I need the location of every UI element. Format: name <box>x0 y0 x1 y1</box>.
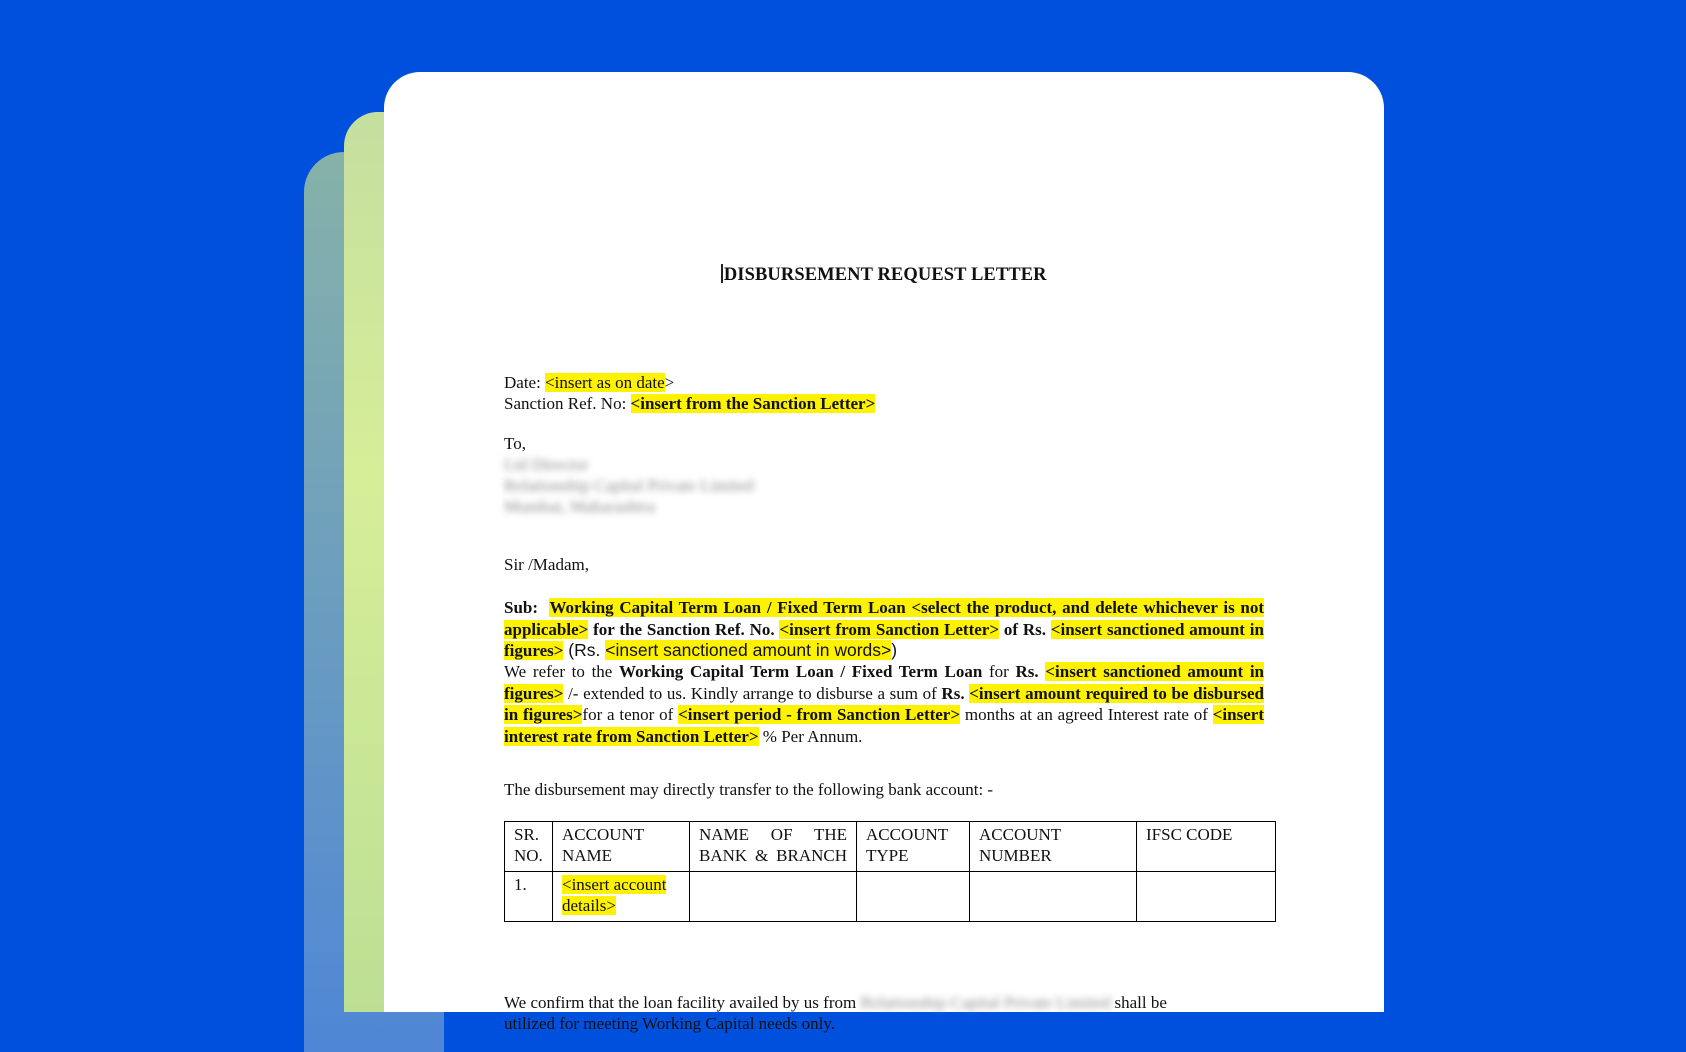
header-account-name: ACCOUNT NAME <box>553 822 690 872</box>
date-line: Date: <insert as on date> <box>504 373 675 392</box>
account-details-placeholder: <insert account details> <box>562 875 667 915</box>
cell-sr-no: 1. <box>505 872 553 922</box>
table-header-row <box>505 822 1276 872</box>
body-paragraph: We refer to the Working Capital Term Loan / Fixed Term Loan for Rs. <insert sanctioned amount in figures> /- extended to us. Kindly arrange to disburse a sum of Rs. <insert amount required to be disbursed in figures>for a tenor of <insert period - from Sanction Letter> months at an agreed Interest rate of <insert interest rate from Sanction Letter> % Per Annum. <box>504 662 1264 746</box>
salutation: Sir /Madam, <box>504 555 589 574</box>
to-label: To, <box>504 434 526 453</box>
header-sr-no: SR. NO. <box>505 822 553 872</box>
cell-bank-branch <box>690 872 857 922</box>
address-line-3: Mumbai, Maharashtra <box>504 497 656 516</box>
date-placeholder: <insert as on date <box>545 373 665 392</box>
subject-paragraph: Sub: Working Capital Term Loan / Fixed Term Loan <select the product, and delete whichever is not applicable> for the Sanction Ref. No. <insert from Sanction Letter> of Rs. <insert sanctioned amount in figures> (Rs. <insert sanctioned amount in words>) <box>504 598 1265 660</box>
cell-account-number <box>970 872 1137 922</box>
confirm-line-1: We confirm that the loan facility availed by us from Relationship Capital Private Limited shall be <box>504 993 1167 1012</box>
sanction-ref-line: Sanction Ref. No: <insert from the Sanction Letter> <box>504 394 876 413</box>
text-cursor <box>721 264 723 283</box>
sanction-ref-placeholder: <insert from the Sanction Letter> <box>630 394 876 413</box>
header-account-type: ACCOUNT TYPE <box>857 822 970 872</box>
cell-account-type <box>857 872 970 922</box>
confirm-line-2: utilized for meeting Working Capital needs only. <box>504 1014 836 1033</box>
transfer-text: The disbursement may directly transfer to the following bank account: - <box>504 780 994 799</box>
header-account-number: ACCOUNT NUMBER <box>970 822 1137 872</box>
address-line-2: Relationship Capital Private Limited <box>504 476 754 495</box>
bank-account-table <box>504 821 1276 922</box>
cell-ifsc-code <box>1137 872 1276 922</box>
table-row <box>505 872 1276 922</box>
document-page <box>384 72 1384 1033</box>
company-name-redacted: Relationship Capital Private Limited <box>860 993 1111 1012</box>
cell-account-name <box>553 872 690 922</box>
document-title: DISBURSEMENT REQUEST LETTER <box>504 264 1264 287</box>
address-line-1: Ltd Director <box>504 455 589 474</box>
header-ifsc-code: IFSC CODE <box>1137 822 1276 872</box>
header-bank-branch: NAME OF THE BANK & BRANCH <box>690 822 857 872</box>
